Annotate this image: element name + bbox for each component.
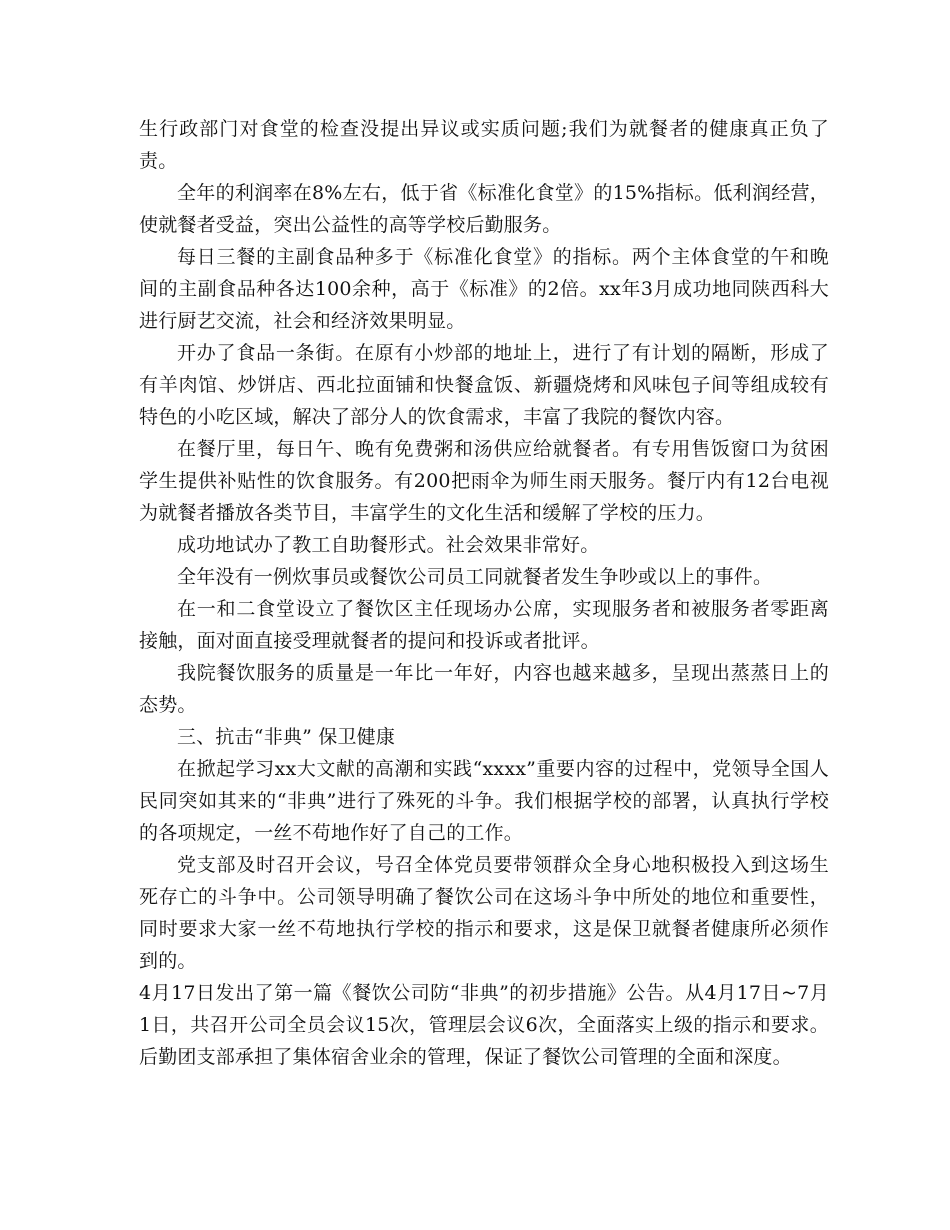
paragraph-onsite-office: 在一和二食堂设立了餐饮区主任现场办公席，实现服务者和被服务者零距离接触，面对面直接受理就餐者的提问和投诉或者批评。 <box>139 598 829 652</box>
paragraph-meal-variety: 每日三餐的主副食品种多于《标准化食堂》的指标。两个主体食堂的午和晚间的主副食品种各达100余种，高于《标准》的2倍。xx年3月成功地同陕西科大进行厨艺交流，社会和经济效果明显。 <box>139 246 829 332</box>
paragraph-food-street: 开办了食品一条街。在原有小炒部的地址上，进行了有计划的隔断，形成了有羊肉馆、炒饼店、西北拉面铺和快餐盒饭、新疆烧烤和风味包子间等组成较有特色的小吃区域，解决了部分人的饮食需求，丰富了我院的餐饮内容。 <box>139 342 829 428</box>
paragraph-staff-buffet: 成功地试办了教工自助餐形式。社会效果非常好。 <box>177 534 600 556</box>
paragraph-service-quality: 我院餐饮服务的质量是一年比一年好，内容也越来越多，呈现出蒸蒸日上的态势。 <box>139 662 829 716</box>
paragraph-no-disputes: 全年没有一例炊事员或餐饮公司员工同就餐者发生争吵或以上的事件。 <box>177 566 773 588</box>
paragraph-party-meeting: 党支部及时召开会议，号召全体党员要带领群众全身心地积极投入到这场生死存亡的斗争中。公司领导明确了餐饮公司在这场斗争中所处的地位和重要性，同时要求大家一丝不苟地执行学校的指示和要求，这是保卫就餐者健康所必须作到的。 <box>139 854 829 972</box>
paragraph-sars-intro: 在掀起学习xx大文献的高潮和实践“xxxx”重要内容的过程中，党领导全国人民同突如其来的“非典”进行了殊死的斗争。我们根据学校的部署，认真执行学校的各项规定，一丝不苟地作好了自己的工作。 <box>139 758 829 844</box>
paragraph-continuation: 生行政部门对食堂的检查没提出异议或实质问题;我们为就餐者的健康真正负了责。 <box>139 118 829 172</box>
document-body <box>139 113 829 1073</box>
paragraph-profit-rate: 全年的利润率在8%左右，低于省《标准化食堂》的15%指标。低利润经营，使就餐者受益，突出公益性的高等学校后勤服务。 <box>139 182 829 236</box>
section-heading-sars: 三、抗击“非典” 保卫健康 <box>177 726 396 748</box>
paragraph-announcement: 4月17日发出了第一篇《餐饮公司防“非典”的初步措施》公告。从4月17日~7月1日，共召开公司全员会议15次，管理层会议6次，全面落实上级的指示和要求。后勤团支部承担了集体宿舍业余的管理，保证了餐饮公司管理的全面和深度。 <box>139 982 829 1068</box>
paragraph-dining-hall: 在餐厅里，每日午、晚有免费粥和汤供应给就餐者。有专用售饭窗口为贫困学生提供补贴性的饮食服务。有200把雨伞为师生雨天服务。餐厅内有12台电视为就餐者播放各类节目，丰富学生的文化生活和缓解了学校的压力。 <box>139 438 829 524</box>
